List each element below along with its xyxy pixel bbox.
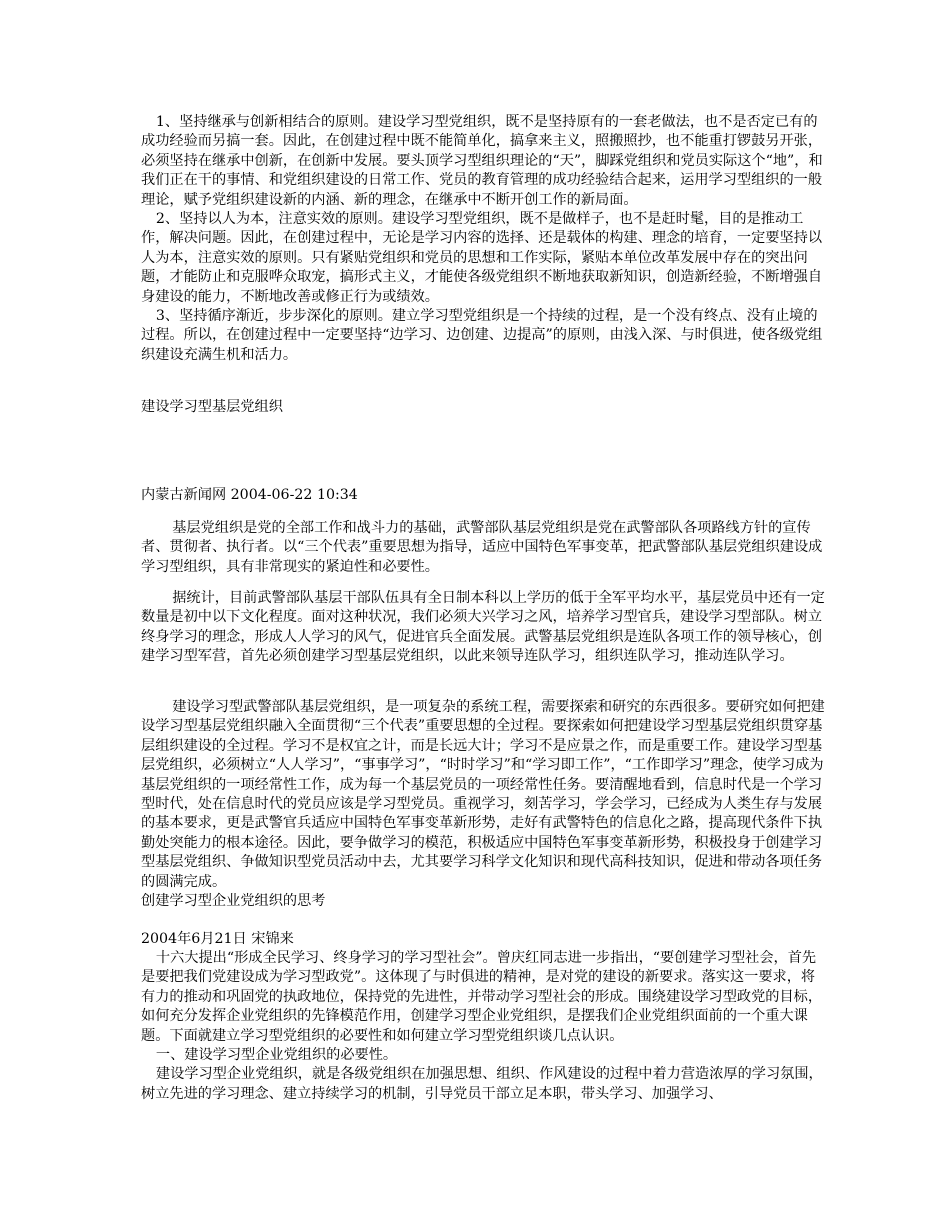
paragraph-text: 据统计，目前武警部队基层干部队伍具有全日制本科以上学历的低于全军平均水平，基层党员中还有一定数量是初中以下文化程度。面对这种状况，我们必须大兴学习之风，培养学习型官兵，建设学习型部队。树立终身学习的理念，形成人人学习的风气，促进官兵全面发展。武警基层党组织是连队各项工作的领导核心，创建学习型军营，首先必须创建学习型基层党组织，以此来领导连队学习，组织连队学习，推动连队学习。 <box>141 590 825 665</box>
article-paragraph-3 <box>141 698 827 892</box>
principle-2-paragraph: 2、坚持以人为本，注意实效的原则。建设学习型党组织，既不是做样子，也不是赶时髦，目的是推动工作，解决问题。因此，在创建过程中，无论是学习内容的选择、还是载体的构建、理念的培育，一定要坚持以人为本，注意实效的原则。只有紧贴党组织和党员的思想和工作实际，紧贴本单位改革发展中存在的突出问题，才能防止和克服哗众取宠，搞形式主义，才能使各级党组织不断地获取新知识，创造新经验，不断增强自身建设的能力，不断地改善或修正行为或绩效。 <box>141 211 823 305</box>
paragraph-text: 建设学习型武警部队基层党组织，是一项复杂的系统工程，需要探索和研究的东西很多。要研究如何把建设学习型基层党组织融入全面贯彻“三个代表”重要思想的全过程。要探索如何把建设学习型基层党组织贯穿基层组织建设的全过程。学习不是权宜之计，而是长远大计；学习不是应景之作，而是重要工作。建设学习型基层党组织，必须树立“人人学习”，“事事学习”，“时时学习”和“学习即工作”，“工作即学习”理念，使学习成为基层党组织的一项经常性工作，成为每一个基层党员的一项经常性任务。要清醒地看到，信息时代是一个学习型时代，处在信息时代的党员应该是学习型党员。重视学习，刻苦学习，学会学习，已经成为人类生存与发展的基本要求，更是武警官兵适应中国特色军事变革新形势，走好有武警特色的信息化之路，提高现代条件下执勤处突能力的根本途径。因此，要争做学习的模范，积极适应中国特色军事变革新形势，积极投身于创建学习型基层党组织、争做知识型党员活动中去，尤其要学习科学文化知识和现代高科技知识，促进和带动各项任务的圆满完成。 <box>141 699 825 890</box>
enterprise-intro-paragraph: 十六大提出“形成全民学习、终身学习的学习型社会”。曾庆红同志进一步指出，“要创建学习型社会，首先是要把我们党建设成为学习型政党”。这体现了与时俱进的精神，是对党的建设的新要求。落实这一要求，将有力的推动和巩固党的执政地位，保持党的先进性，并带动学习型社会的形成。围绕建设学习型政党的目标，如何充分发挥企业党组织的先锋模范作用，创建学习型企业党组织，是摆我们企业党组织面前的一个重大课题。下面就建立学习型党组织的必要性和如何建立学习型党组织谈几点认识。 <box>141 950 823 1044</box>
enterprise-section <box>141 949 827 1104</box>
article-title-grassroots: 建设学习型基层党组织 <box>141 399 283 415</box>
article-title-enterprise: 创建学习型企业党组织的思考 <box>141 893 326 909</box>
enterprise-heading-1: 一、建设学习型企业党组织的必要性。 <box>155 1047 398 1064</box>
enterprise-paragraph-2: 建设学习型企业党组织，就是各级党组织在加强思想、组织、作风建设的过程中着力营造浓厚的学习氛围，树立先进的学习理念、建立持续学习的机制，引导党员干部立足本职，带头学习、加强学习、 <box>141 1066 823 1102</box>
article-paragraph-2 <box>141 589 827 667</box>
paragraph-text: 基层党组织是党的全部工作和战斗力的基础，武警部队基层党组织是党在武警部队各项路线方针的宣传者、贯彻者、执行者。以“三个代表”重要思想为指导，适应中国特色军事变革，把武警部队基层党组织建设成学习型组织，具有非常现实的紧迫性和必要性。 <box>141 520 823 575</box>
principles-section <box>141 113 827 365</box>
principle-1-paragraph: 1、坚持继承与创新相结合的原则。建设学习型党组织，既不是坚持原有的一套老做法，也不是否定已有的成功经验而另搞一套。因此，在创建过程中既不能简单化，搞拿来主义，照搬照抄，也不能重打锣鼓另开张，必须坚持在继承中创新，在创新中发展。要头顶学习型组织理论的“天”，脚踩党组织和党员实际这个“地”，和我们正在干的事情、和党组织建设的日常工作、党员的教育管理的成功经验结合起来，运用学习型组织的一般理论，赋予党组织建设新的内涵、新的理念，在继承中不断开创工作的新局面。 <box>141 114 823 208</box>
article-author-date: 2004年6月21日 宋锦来 <box>141 931 294 947</box>
principle-3-paragraph: 3、坚持循序渐近，步步深化的原则。建立学习型党组织是一个持续的过程，是一个没有终点、没有止境的过程。所以，在创建过程中一定要坚持“边学习、边创建、边提高”的原则，由浅入深、与时俱进，使各级党组织建设充满生机和活力。 <box>141 308 823 363</box>
article-source-date: 内蒙古新闻网 2004-06-22 10:34 <box>141 487 358 503</box>
article-paragraph-1 <box>141 519 827 577</box>
